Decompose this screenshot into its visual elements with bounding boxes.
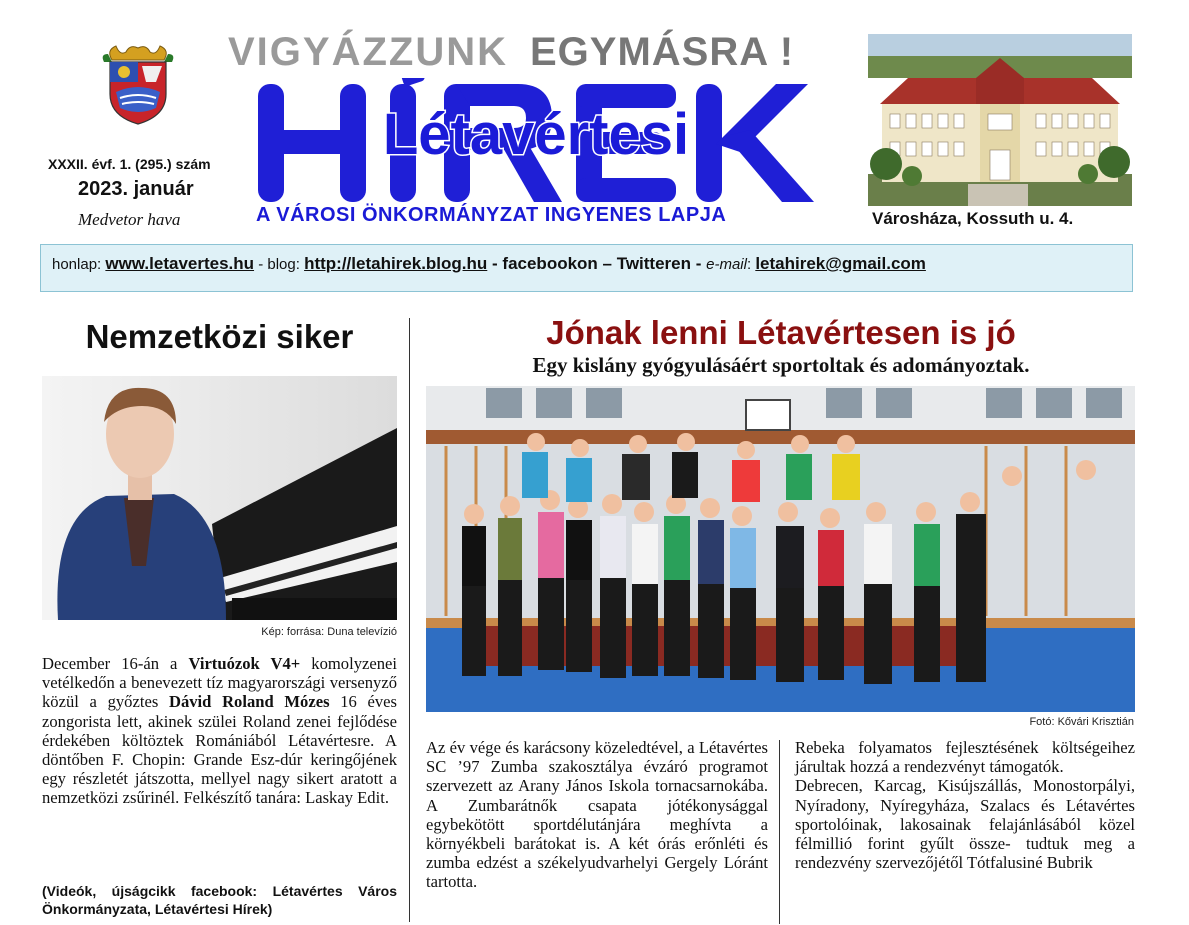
right-article-title: Jónak lenni Létavértesen is jó — [546, 314, 1016, 351]
issue-date: 2023. január — [78, 178, 194, 200]
issue-number: XXXII. évf. 1. (295.) szám — [48, 156, 211, 172]
left-photo-credit: Kép: forrása: Duna televízió — [261, 626, 397, 638]
social-text: - facebookon – Twitteren - — [487, 254, 707, 273]
masthead-title: Létavértesi — [382, 102, 690, 167]
right-article-column-2 — [795, 738, 1135, 872]
blog-link[interactable]: http://letahirek.blog.hu — [304, 254, 488, 273]
masthead-subtitle: A VÁROSI ÖNKORMÁNYZAT INGYENES LAPJA — [256, 204, 727, 226]
right-photo-credit: Fotó: Kővári Krisztián — [1029, 716, 1134, 728]
left-body-bold-1: Virtuózok V4+ — [188, 654, 301, 673]
townhall-photo — [868, 34, 1132, 206]
email-colon: : — [746, 256, 756, 273]
slogan-part-2: EGYMÁSRA ! — [530, 30, 795, 74]
column-divider — [409, 318, 410, 922]
left-article-title: Nemzetközi siker — [85, 318, 354, 355]
col-a-text: Az év vége és karácsony közeledtével, a Létavértes SC ’97 Zumba szakosztálya évzáró programot szervezett az Arany János Iskola tornacsarnokába. A Zumbarátnők csapata jótékonysággal egybekötött sportdélutánjára meghívta a környékbeli barátokat is. A két órás erőnléti és zumba edzést a székelyudvarhelyi Gergely Lóránt tartotta. — [426, 738, 768, 892]
slogan-banner — [228, 30, 848, 78]
pianist-photo — [42, 376, 397, 620]
left-article-body — [42, 654, 397, 808]
zumba-group-photo — [426, 386, 1135, 712]
contact-line — [52, 254, 1132, 274]
right-article-subtitle: Egy kislány gyógyulásáért sportoltak és adományoztak. — [532, 353, 1030, 377]
issue-month-name: Medvetor hava — [78, 210, 181, 229]
townhall-caption: Városháza, Kossuth u. 4. — [872, 209, 1074, 228]
blog-label: - blog: — [254, 256, 305, 273]
left-body-1: December 16-án a — [42, 654, 189, 673]
town-crest-logo — [98, 42, 178, 128]
email-link[interactable]: letahirek@gmail.com — [755, 254, 926, 273]
col-b-paragraph-1: Rebeka folyamatos fejlesztésének költségeihez járultak hozzá a rendezvényt támogatók. — [795, 738, 1135, 777]
left-article-note: (Videók, újságcikk facebook: Létavértes Város Önkormányzata, Létavértesi Hírek) — [42, 883, 397, 917]
inner-column-divider — [779, 740, 780, 924]
web-label: honlap: — [52, 256, 106, 273]
left-body-2: komolyzenei vetélkedőn a benevezett tíz magyarországi versenyző közül a győztes — [42, 654, 398, 712]
slogan-part-1: VIGYÁZZUNK — [228, 30, 508, 74]
website-link[interactable]: www.letavertes.hu — [105, 254, 255, 273]
left-body-bold-2: Dávid Roland Mózes — [168, 692, 330, 712]
col-b-paragraph-2: Debrecen, Karcag, Kisújszállás, Monostorpályi, Nyíradony, Nyíregyháza, Szalacs és Létavértes sportolóinak, lakosainak felajánlásából közel félmillió forint gyűlt össze- tudtuk meg a rendezvény szervezőjétől Tótfalusiné Bubrik — [795, 776, 1135, 873]
right-article-column-1 — [426, 738, 768, 892]
left-body-3: 16 éves zongorista lett, akinek szülei Roland zenei fejlődése érdekében költöztek Romániából Létavértesre. A döntőben F. Chopin: Grande Esz-dúr keringőjének egy részletét játszotta, mellyel nagy sikert aratott a nemzetközi zsűrinél. Felkészítő tanára: Laskay Edit. — [42, 692, 397, 808]
email-label: e-mail — [706, 256, 747, 273]
